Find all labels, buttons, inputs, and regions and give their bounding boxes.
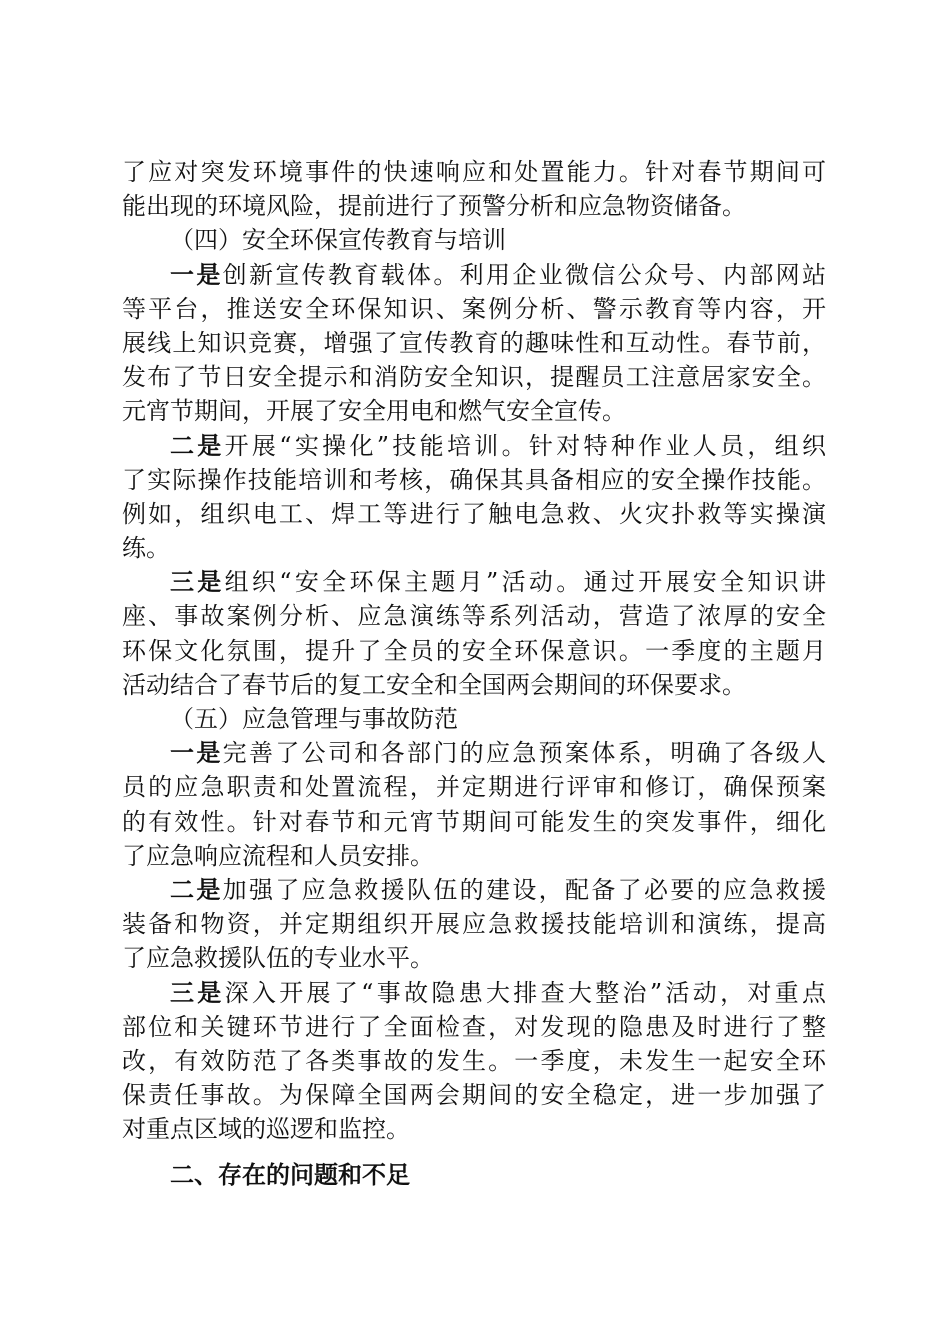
paragraph bbox=[122, 976, 826, 1147]
line-text: 活动结合了春节后的复工安全和全国两会期间的环保要求。 bbox=[122, 670, 746, 699]
line-text: 完善了公司和各部门的应急预案体系，明确了各级人 bbox=[222, 739, 826, 768]
paragraph bbox=[122, 155, 826, 223]
line-text: 深入开展了“事故隐患大排查大整治”活动，对重点 bbox=[224, 978, 826, 1007]
text-line bbox=[122, 394, 826, 428]
text-line bbox=[122, 736, 826, 770]
text-line bbox=[122, 702, 826, 736]
paragraph bbox=[122, 873, 826, 976]
text-line bbox=[122, 907, 826, 941]
line-text: 二、存在的问题和不足 bbox=[170, 1161, 410, 1190]
document-page bbox=[122, 155, 826, 1193]
line-text: 展线上知识竞赛，增强了宣传教育的趣味性和互动性。春节前， bbox=[122, 328, 826, 357]
bold-lead: 一是 bbox=[170, 739, 223, 768]
line-text: 座、事故案例分析、应急演练等系列活动，营造了浓厚的安全 bbox=[122, 602, 826, 631]
text-line bbox=[122, 360, 826, 394]
line-text: 元宵节期间，开展了安全用电和燃气安全宣传。 bbox=[122, 397, 626, 426]
text-line bbox=[122, 805, 826, 839]
text-line bbox=[122, 634, 826, 668]
paragraph bbox=[122, 565, 826, 702]
line-text: 创新宣传教育载体。利用企业微信公众号、内部网站 bbox=[222, 260, 826, 289]
section-subheading bbox=[122, 702, 826, 736]
line-text: 加强了应急救援队伍的建设，配备了必要的应急救援 bbox=[222, 875, 826, 904]
text-line bbox=[122, 1044, 826, 1078]
text-line bbox=[122, 292, 826, 326]
bold-lead: 二是 bbox=[170, 875, 223, 904]
bold-lead: 三是 bbox=[170, 568, 225, 597]
bold-lead: 一是 bbox=[170, 260, 223, 289]
line-text: 员的应急职责和处置流程，并定期进行评审和修订，确保预案 bbox=[122, 773, 826, 802]
line-text: 组织“安全环保主题月”活动。通过开展安全知识讲 bbox=[224, 568, 826, 597]
text-line bbox=[122, 1078, 826, 1112]
paragraph bbox=[122, 429, 826, 566]
line-text: 对重点区域的巡逻和监控。 bbox=[122, 1115, 410, 1144]
text-line bbox=[122, 189, 826, 223]
text-line bbox=[122, 839, 826, 873]
line-text: 发布了节日安全提示和消防安全知识，提醒员工注意居家安全。 bbox=[122, 363, 826, 392]
bold-lead: 二是 bbox=[170, 431, 225, 460]
line-text: 改，有效防范了各类事故的发生。一季度，未发生一起安全环 bbox=[122, 1046, 826, 1075]
line-text: 的有效性。针对春节和元宵节期间可能发生的突发事件，细化 bbox=[122, 807, 826, 836]
text-line bbox=[122, 155, 826, 189]
text-line bbox=[122, 223, 826, 257]
line-text: （五）应急管理与事故防范 bbox=[170, 705, 458, 733]
line-text: 例如，组织电工、焊工等进行了触电急救、火灾扑救等实操演 bbox=[122, 499, 826, 528]
text-line bbox=[122, 770, 826, 804]
text-line bbox=[122, 1010, 826, 1044]
line-text: 部位和关键环节进行了全面检查，对发现的隐患及时进行了整 bbox=[122, 1012, 826, 1041]
text-line bbox=[122, 873, 826, 907]
text-line bbox=[122, 531, 826, 565]
line-text: 了实际操作技能培训和考核，确保其具备相应的安全操作技能。 bbox=[122, 465, 826, 494]
line-text: 等平台，推送安全环保知识、案例分析、警示教育等内容，开 bbox=[122, 294, 826, 323]
line-text: 保责任事故。为保障全国两会期间的安全稳定，进一步加强了 bbox=[122, 1081, 826, 1110]
text-line bbox=[122, 497, 826, 531]
text-line bbox=[122, 326, 826, 360]
line-text: 开展“实操化”技能培训。针对特种作业人员，组织 bbox=[224, 431, 826, 460]
section-heading bbox=[122, 1158, 826, 1192]
section-subheading bbox=[122, 223, 826, 257]
line-text: 了应对突发环境事件的快速响应和处置能力。针对春节期间可 bbox=[122, 158, 826, 186]
paragraph bbox=[122, 736, 826, 873]
paragraph bbox=[122, 258, 826, 429]
line-text: （四）安全环保宣传教育与培训 bbox=[170, 226, 506, 255]
text-line bbox=[122, 429, 826, 463]
line-text: 环保文化氛围，提升了全员的安全环保意识。一季度的主题月 bbox=[122, 636, 826, 665]
text-line bbox=[122, 258, 826, 292]
line-text: 了应急响应流程和人员安排。 bbox=[122, 841, 434, 870]
text-line bbox=[122, 668, 826, 702]
text-line bbox=[122, 976, 826, 1010]
text-line bbox=[122, 463, 826, 497]
line-text: 练。 bbox=[122, 534, 170, 563]
text-line bbox=[122, 1112, 826, 1146]
line-text: 了应急救援队伍的专业水平。 bbox=[122, 944, 434, 973]
bold-lead: 三是 bbox=[170, 978, 225, 1007]
text-line bbox=[122, 565, 826, 599]
text-line bbox=[122, 599, 826, 633]
text-line bbox=[122, 941, 826, 975]
text-line bbox=[122, 1158, 826, 1192]
line-text: 能出现的环境风险，提前进行了预警分析和应急物资储备。 bbox=[122, 192, 746, 221]
line-text: 装备和物资，并定期组织开展应急救援技能培训和演练，提高 bbox=[122, 910, 826, 939]
